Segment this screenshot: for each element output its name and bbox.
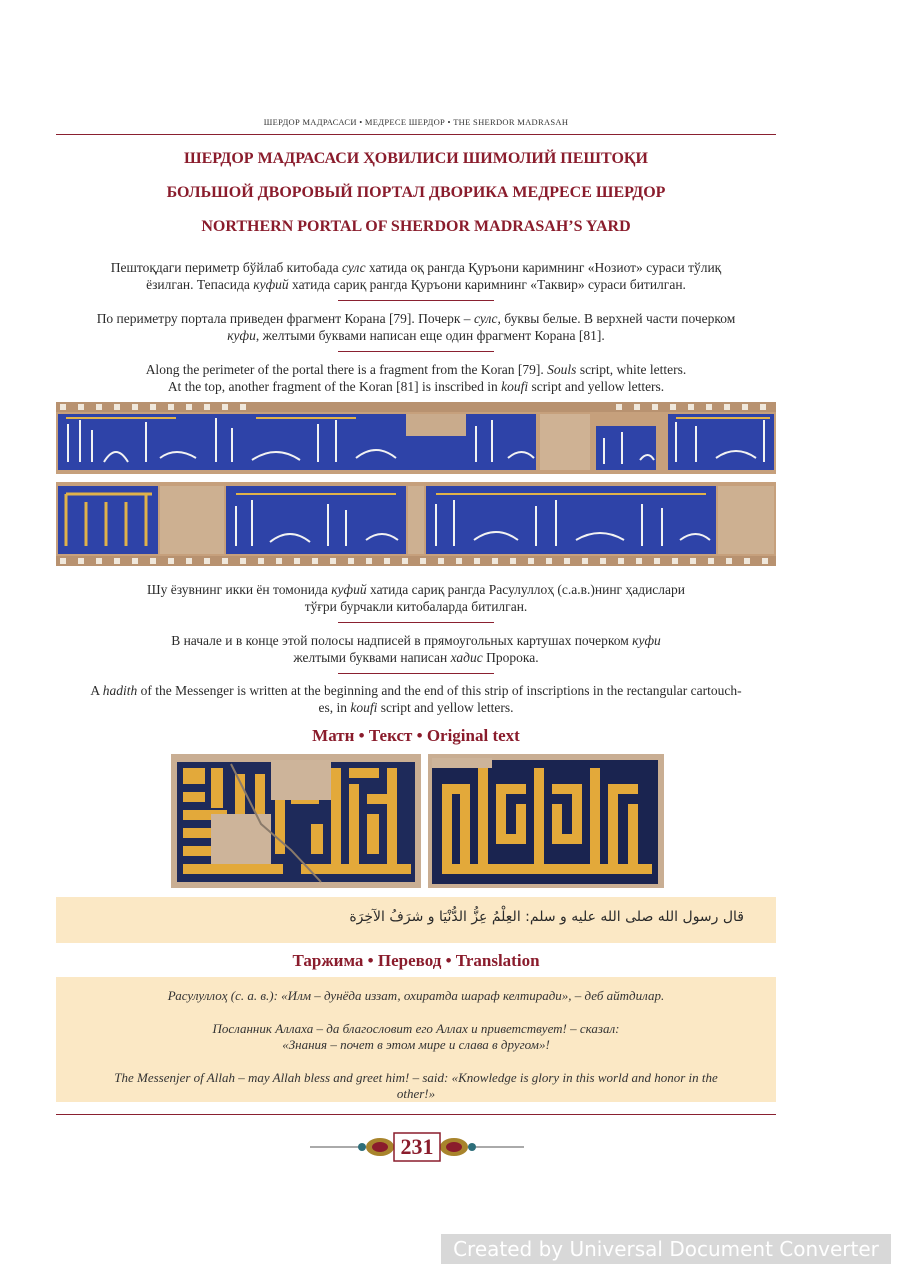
- kufic-cartouche-right-photo: [428, 754, 664, 888]
- strip-text-english: A hadith of the Messenger is written at the beginning and the end of this strip of inscriptions in the rectangular cartouch- es, in koufi script and yellow letters.: [90, 683, 742, 715]
- inscription-photo-bottom: [56, 482, 776, 566]
- translation-english-line-2: other!»: [396, 1086, 436, 1101]
- translation-heading: Таржима • Перевод • Translation: [292, 951, 540, 970]
- translation-uzbek: Расулуллоҳ (с. а. в.): «Илм – дунёда иззат, охиратда шараф келтиради», – деб айтдилар.: [167, 988, 665, 1003]
- separator-line: [338, 300, 494, 301]
- page-number-ornament: [310, 1132, 524, 1162]
- title-russian: БОЛЬШОЙ ДВОРОВЫЙ ПОРТАЛ ДВОРИКА МЕДРЕСЕ ШЕРДОР: [166, 184, 666, 201]
- strip-text-uzbek: Шу ёзувнинг икки ён томонида куфий хатида сариқ рангда Расулуллоҳ (с.а.в.)нинг ҳадислари тўғри бурчакли китобаларда битилган.: [146, 582, 686, 614]
- separator-line: [338, 673, 494, 674]
- separator-line: [338, 351, 494, 352]
- intro-russian: По периметру портала приведен фрагмент Корана [79]. Почерк – сулс, буквы белые. В верхней части почерком куфи, желтыми буквами написан еще один фрагмент Корана [81].: [96, 311, 736, 343]
- intro-english: Along the perimeter of the portal there is a fragment from the Koran [79]. Souls script, white letters. At the top, another fragment of the Koran [81] is inscribed in koufi script and yellow letters.: [145, 362, 687, 394]
- title-english: NORTHERN PORTAL OF SHERDOR MADRASAH’S YARD: [201, 218, 631, 235]
- translation-panel: [56, 977, 776, 1102]
- intro-uzbek: Пештоқдаги периметр бўйлаб китобада сулс хатида оқ рангда Қуръони каримнинг «Нозиот» сураси тўлиқ ёзилган. Тепасида куфий хатида сариқ рангда Қуръони каримнинг «Таквир» сураси битилган.: [110, 260, 722, 292]
- inscription-photo-top: [56, 402, 776, 474]
- running-head: ШЕРДОР МАДРАСАСИ • МЕДРЕСЕ ШЕРДОР • THE SHERDOR MADRASAH: [263, 117, 569, 127]
- footer-rule: [56, 1114, 776, 1115]
- page-number: 231: [400, 1134, 434, 1159]
- kufic-cartouche-left-photo: [171, 754, 421, 888]
- translation-english-line-1: The Messenjer of Allah – may Allah bless and greet him! – said: «Knowledge is glory in this world and honor in the: [114, 1070, 718, 1085]
- separator-line: [338, 622, 494, 623]
- original-text-heading: Матн • Текст • Original text: [312, 726, 520, 745]
- header-rule: [56, 134, 776, 135]
- watermark-banner: Created by Universal Document Converter: [441, 1234, 891, 1264]
- strip-text-russian: В начале и в конце этой полосы надписей в прямоугольных картушах почерком куфи желтыми буквами написан хадис Пророка.: [171, 633, 661, 665]
- translation-russian-line-2: «Знания – почет в этом мире и слава в другом»!: [282, 1037, 550, 1052]
- arabic-hadith-text: قال رسول الله صلى الله عليه و سلم: العِلْمُ عِزُّ الدُّنْيَا و شرَفُ الآخِرَة: [349, 909, 744, 925]
- translation-russian-line-1: Посланник Аллаха – да благословит его Аллах и приветствует! – сказал:: [212, 1021, 620, 1036]
- title-uzbek: ШЕРДОР МАДРАСАСИ ҲОВИЛИСИ ШИМОЛИЙ ПЕШТОҚИ: [184, 150, 648, 167]
- arabic-text-panel: [56, 897, 776, 943]
